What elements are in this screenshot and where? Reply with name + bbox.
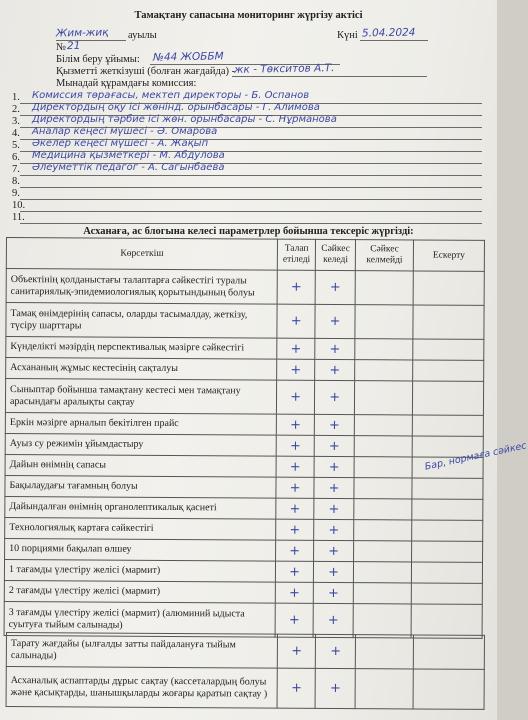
compliant-mark: + [315, 668, 355, 708]
commission-num: 1. [12, 92, 20, 103]
noncompliant-mark [355, 305, 413, 339]
header-indicator: Көрсеткіш [6, 238, 277, 271]
noncompliant-mark [354, 457, 412, 478]
compliant-mark: + [314, 519, 354, 540]
table-row [5, 475, 483, 499]
note-cell [413, 669, 484, 709]
noncompliant-mark [354, 541, 412, 562]
table-row [6, 667, 484, 710]
required-mark: + [276, 540, 314, 561]
date-underline [360, 40, 428, 41]
commission-member: Медицина қызметкері - М. Абдулова [32, 150, 225, 161]
required-mark: + [277, 380, 315, 414]
note-cell [412, 520, 483, 541]
supplier-underline [232, 76, 427, 77]
noncompliant-mark [355, 381, 413, 415]
noncompliant-mark [354, 520, 412, 541]
required-mark: + [276, 435, 314, 456]
commission-num: 10. [12, 200, 26, 211]
commission-member: Аналар кеңесі мүшесі - Ә. Омарова [32, 126, 218, 137]
required-mark: + [276, 519, 314, 540]
inspection-table [4, 237, 485, 639]
table-row [5, 517, 483, 541]
supplier-handwritten: жк - Төкситов А.Т. [233, 62, 335, 76]
indicator-cell: 2 тағамды үлестіру желісі (мармит) [4, 580, 275, 603]
commission-num: 11. [12, 212, 25, 223]
required-mark: + [276, 561, 314, 582]
note-cell [412, 415, 483, 436]
table-row [6, 303, 484, 340]
compliant-mark: + [315, 380, 355, 414]
indicator-cell: Асханалық аспаптарды дұрыс сақтау (кассеталардың болуы және қасықтарды, шанышқыларды жоғары қаратып сақтау ) [6, 667, 278, 709]
noncompliant-mark [355, 360, 413, 381]
commission-line [12, 212, 482, 224]
header-note: Ескерту [413, 240, 484, 271]
header-noncompliant: Сәйкес келмейді [355, 240, 413, 271]
date-handwritten: 5.04.2024 [361, 26, 416, 40]
indicator-cell: 10 порциями бақылап өлшеу [5, 538, 276, 561]
indicator-cell: Тамақ өнімдерінің сапасы, оларды тасымалдау, жеткізу, түсіру шарттары [6, 303, 277, 339]
note-cell [413, 635, 484, 669]
compliant-mark: + [315, 338, 355, 359]
note-cell [412, 499, 483, 520]
note-cell [413, 271, 484, 305]
table-row [5, 379, 483, 416]
required-mark: + [276, 456, 314, 477]
commission-num: 3. [12, 116, 20, 127]
noncompliant-mark [356, 635, 414, 669]
indicator-cell: Дайын өнімнің сапасы [5, 454, 276, 477]
compliant-mark: + [313, 582, 353, 603]
indicator-cell: Ауыз су режимін ұйымдастыру [5, 433, 276, 456]
commission-num: 6. [12, 152, 20, 163]
required-mark: + [276, 414, 314, 435]
indicator-cell: Тарату жағдайы (ылғалды затты пайдалануға тыйым салынады) [6, 633, 278, 669]
noncompliant-mark [354, 499, 412, 520]
compliant-mark: + [316, 634, 356, 668]
required-mark: + [277, 304, 315, 338]
org-handwritten: №44 ЖОББМ [152, 50, 224, 64]
table-row [6, 269, 484, 306]
date-label: Күні [337, 30, 358, 41]
note-cell [413, 381, 484, 415]
compliant-mark: + [314, 477, 354, 498]
settlement-handwritten: Жим-жиқ [55, 26, 109, 40]
compliant-mark: + [314, 456, 354, 477]
compliant-mark: + [314, 540, 354, 561]
table-row [5, 454, 483, 478]
compliant-mark: + [314, 561, 354, 582]
inspection-table-continued [6, 632, 485, 710]
header-compliant: Сәйкес келеді [315, 239, 355, 270]
commission-num: 9. [12, 188, 20, 199]
settlement-label: ауылы [128, 30, 157, 41]
noncompliant-mark [355, 669, 413, 709]
compliant-mark: + [315, 359, 355, 380]
table-row [6, 358, 484, 382]
document-title: Тамақтану сапасына мониторинг жүргізу актісі [134, 10, 363, 21]
compliant-mark: + [314, 435, 354, 456]
indicator-cell: Объектінің қолданыстағы талаптарға сәйкестігі туралы санитариялық-эпидемиологиялық қорытындының болуы [6, 269, 277, 305]
header-required: Талап етіледі [278, 239, 316, 270]
indicator-cell: 1 тағамды үлестіру желісі (мармит) [4, 559, 275, 582]
noncompliant-mark [354, 436, 412, 457]
number-handwritten: 21 [66, 39, 81, 53]
commission-member: Әлеуметтік педагог - А. Сагынбаева [32, 162, 225, 173]
commission-line [12, 200, 482, 212]
table-row [6, 337, 484, 361]
indicator-cell: Технологиялық картаға сәйкестігі [5, 517, 276, 540]
table-row [5, 496, 483, 520]
table-row [4, 559, 482, 583]
table-row [5, 412, 483, 436]
required-mark: + [276, 477, 314, 498]
compliant-mark: + [314, 414, 354, 435]
commission-num: 4. [12, 128, 20, 139]
commission-member: Директордың тәрбие ісі жөн. орынбасары - С. Нұрманова [32, 114, 337, 125]
compliant-mark: + [314, 498, 354, 519]
noncompliant-mark [354, 478, 412, 499]
required-mark: + [277, 270, 315, 304]
required-mark: + [275, 582, 313, 603]
noncompliant-mark [355, 339, 413, 360]
required-mark: + [275, 603, 313, 637]
required-mark: + [277, 668, 315, 708]
commission-num: 5. [12, 140, 20, 151]
commission-label: Мынадай құрамдағы комиссия: [56, 78, 197, 89]
commission-member: Комиссия төрағасы, мектеп директоры - Б. Оспанов [32, 90, 310, 101]
indicator-cell: Еркін мәзірге арналып бекітілген прайс [5, 412, 276, 435]
table-row [5, 538, 483, 562]
indicator-cell: Асхананың жұмыс кестесінің сақталуы [6, 358, 277, 381]
note-cell [413, 339, 484, 360]
noncompliant-mark [353, 604, 411, 638]
commission-line [12, 188, 482, 200]
section-title: Асханаға, ас блогына келесі параметрлер бойынша тексеріс жүргізді: [83, 226, 414, 237]
noncompliant-mark [353, 583, 411, 604]
supplier-label: Қызметті жеткізуші (болған жағдайда) - [56, 66, 236, 77]
noncompliant-mark [354, 562, 412, 583]
required-mark: + [277, 359, 315, 380]
commission-num: 2. [12, 104, 20, 115]
note-cell [411, 604, 482, 638]
compliant-mark: + [315, 270, 355, 304]
indicator-cell: Сыныптар бойынша тамақтану кестесі мен тамақтану арасындағы аралықты сақтау [5, 379, 276, 415]
handwritten-note: Бар, нормаға сәйкес [423, 440, 528, 473]
compliant-mark: + [315, 304, 355, 338]
required-mark: + [277, 338, 315, 359]
note-cell [412, 541, 483, 562]
note-cell [411, 583, 482, 604]
table-header-row [6, 238, 484, 272]
indicator-cell: Дайындалған өнімнің органолептикалық қасиеті [5, 496, 276, 519]
table-row [5, 433, 483, 457]
indicator-cell: Бақылаудағы тағамның болуы [5, 475, 276, 498]
note-cell [412, 562, 483, 583]
commission-line [12, 164, 482, 176]
noncompliant-mark [355, 271, 413, 305]
indicator-cell: 3 тағамды үлестіру желісі (мармит) (алюминий ыдыста суытуға тыйым салынады) [4, 601, 275, 637]
required-mark: + [278, 634, 316, 668]
required-mark: + [276, 498, 314, 519]
note-cell [413, 360, 484, 381]
note-cell [412, 478, 483, 499]
commission-member: Директордың оқу ісі жөнінд. орынбасары - Г. Алимова [32, 102, 320, 113]
table-row [6, 633, 484, 670]
commission-num: 8. [12, 176, 20, 187]
number-label: № [56, 42, 67, 53]
noncompliant-mark [354, 415, 412, 436]
commission-line [12, 176, 482, 188]
org-label: Білім беру ұйымы: [56, 54, 140, 65]
commission-member: Әкелер кеңесі мүшесі - А. Жақып [32, 138, 209, 149]
indicator-cell: Күнделікті мәзірдің перспективалық мәзірге сәйкестігі [6, 337, 277, 360]
commission-num: 7. [12, 164, 20, 175]
note-cell [413, 305, 484, 339]
compliant-mark: + [313, 603, 353, 637]
table-row [4, 580, 482, 604]
